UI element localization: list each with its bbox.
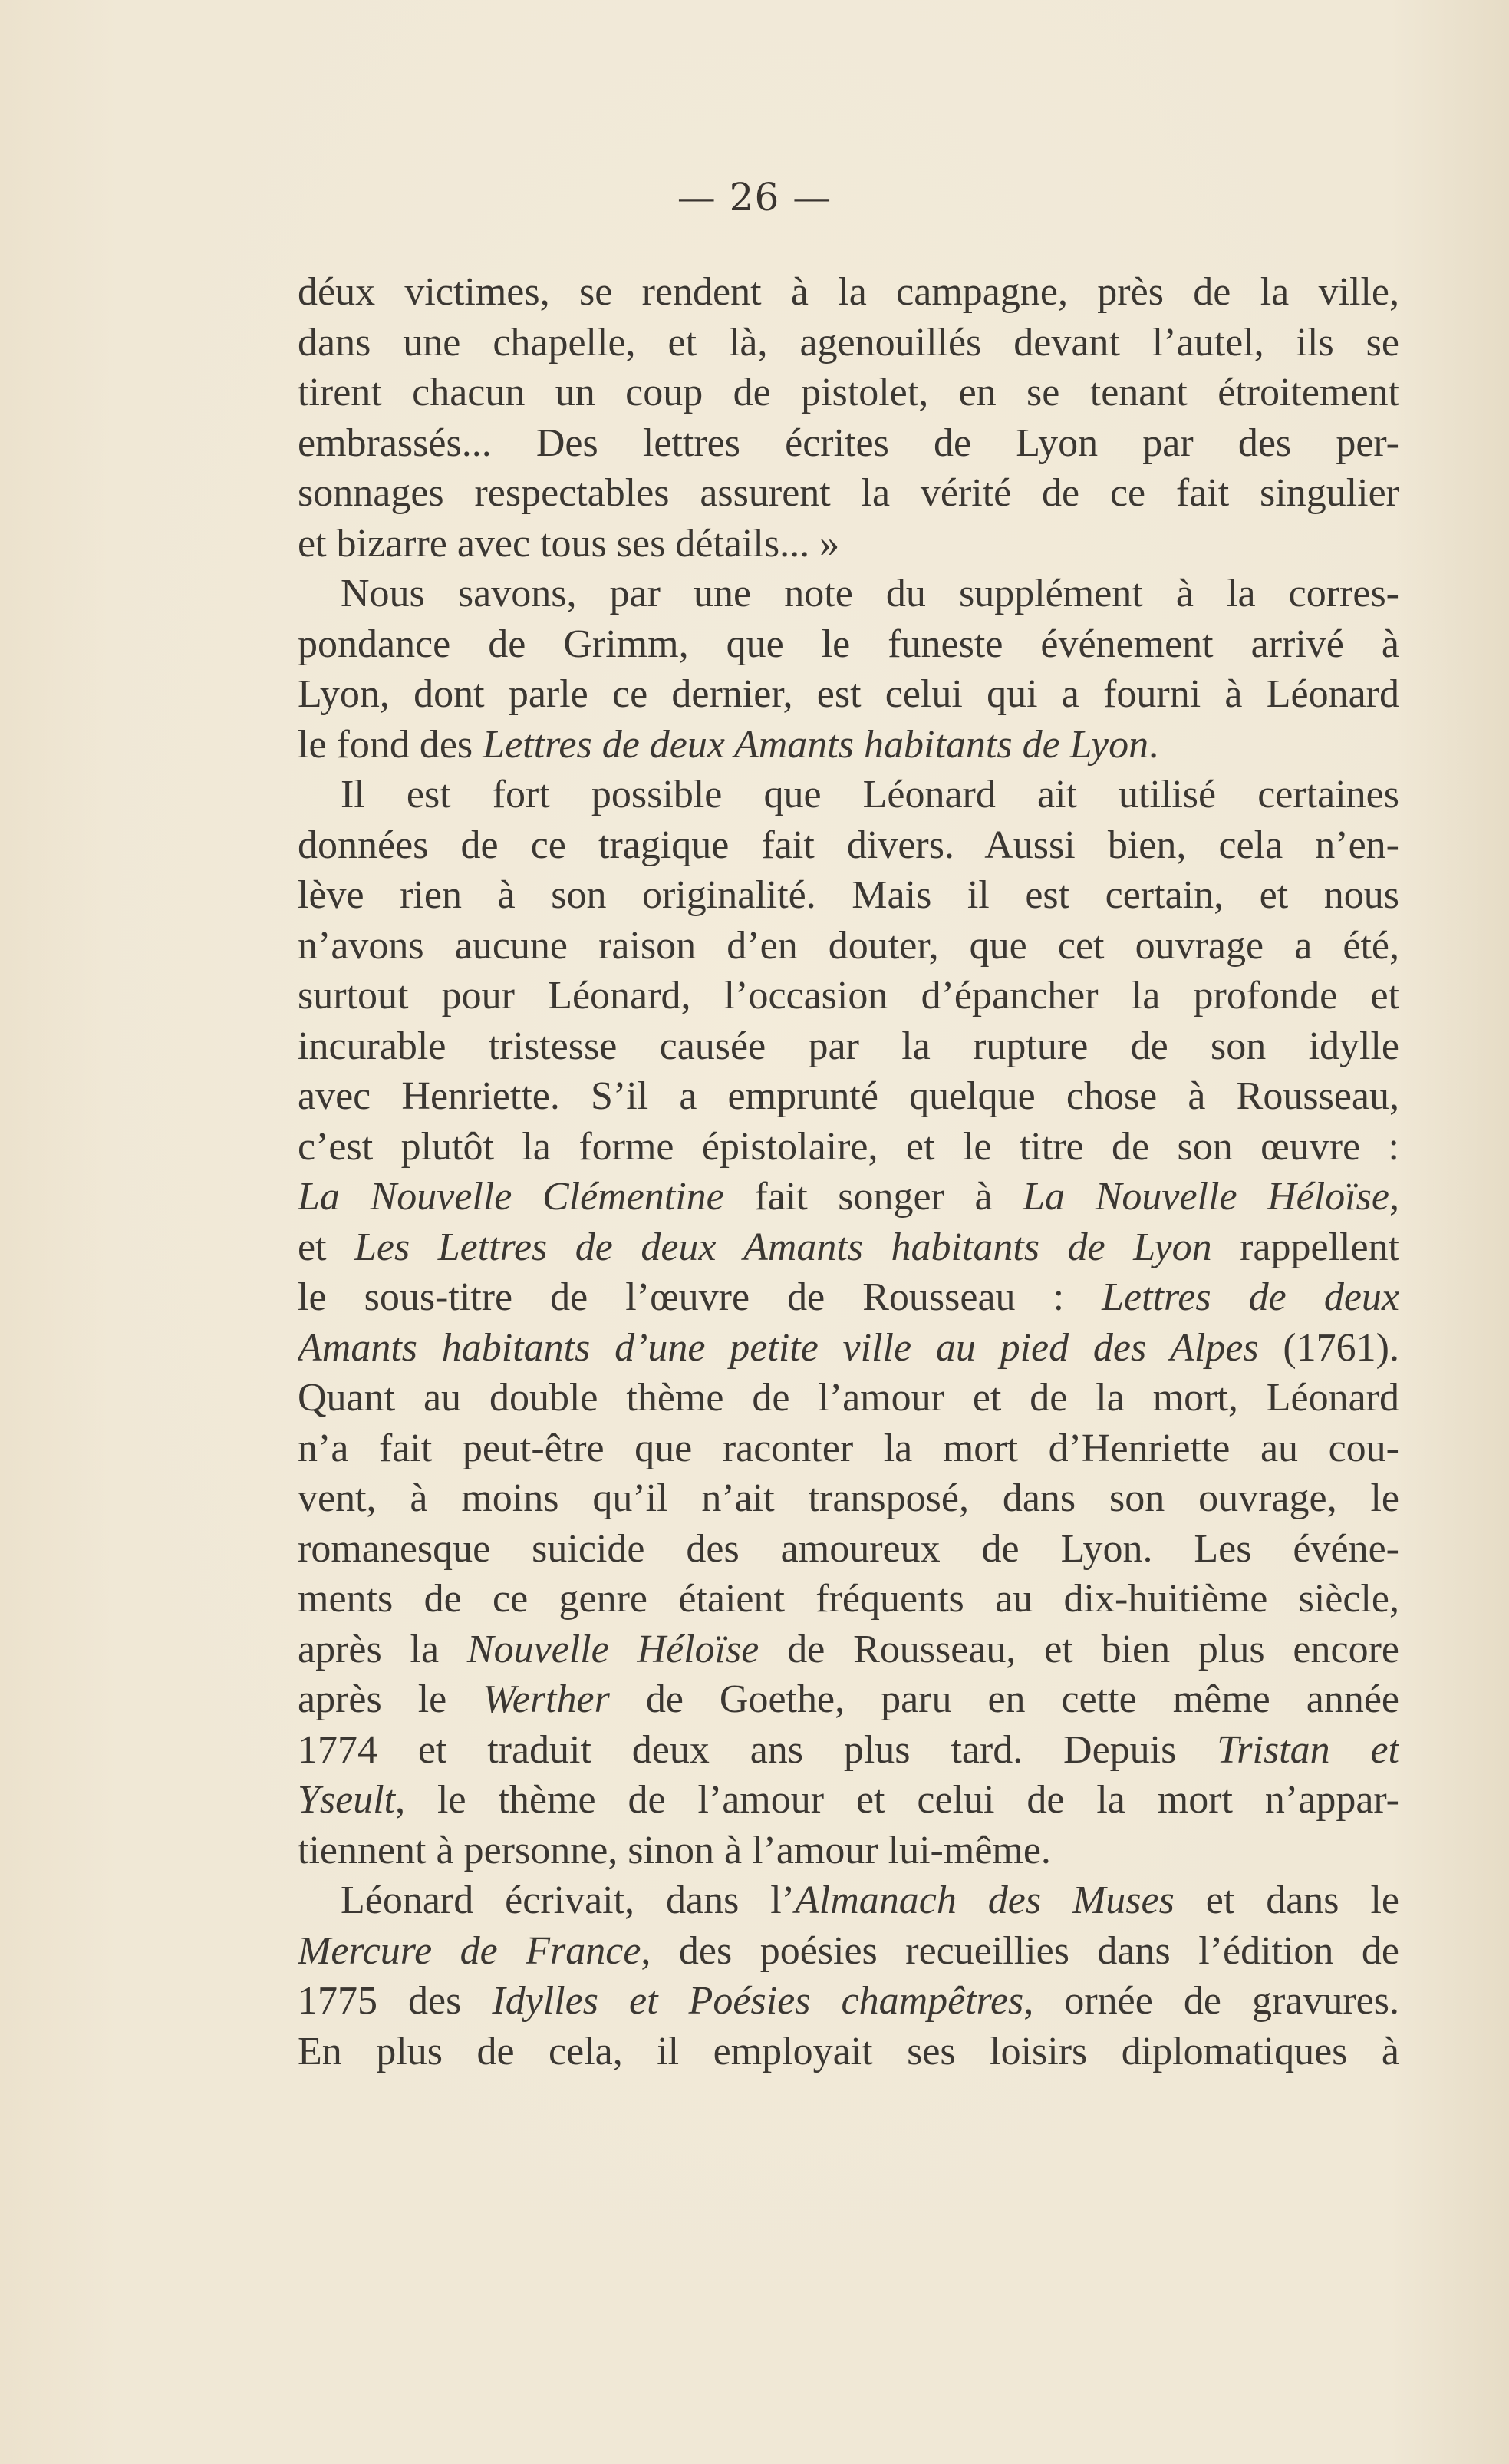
italic-title: Idylles et Poésies champêtres <box>492 1979 1024 2023</box>
text-line: vent, à moins qu’il n’ait transposé, dans son ouvrage, le <box>298 1476 1399 1520</box>
text-line: tirent chacun un coup de pistolet, en se tenant étroitement <box>298 371 1399 414</box>
text-line: 1774 et traduit deux ans plus tard. Depuis Tristan et <box>298 1727 1399 1772</box>
text-line: lève rien à son originalité. Mais il est certain, et nous <box>298 873 1399 917</box>
italic-title: Yseult <box>298 1778 396 1822</box>
text-line: embrassés... Des lettres écrites de Lyon par des per- <box>298 421 1399 465</box>
text-line: Il est fort possible que Léonard ait utilisé certaines <box>341 773 1399 816</box>
text-line: Quant au double thème de l’amour et de la mort, Léonard <box>298 1376 1399 1420</box>
italic-title: Almanach des Muses <box>794 1879 1175 1922</box>
text-line: et bizarre avec tous ses détails... » <box>298 521 840 566</box>
text-line: romanesque suicide des amoureux de Lyon. Les événe- <box>298 1526 1399 1571</box>
page-number: — 26 — <box>677 175 832 219</box>
text-line: tiennent à personne, sinon à l’amour lui-même. <box>298 1828 1051 1872</box>
text-line: après la Nouvelle Héloïse de Rousseau, et bien plus encore <box>298 1627 1399 1671</box>
italic-title: Mercure de France <box>298 1928 641 1973</box>
text-line: avec Henriette. S’il a emprunté quelque chose à Rousseau, <box>298 1074 1399 1118</box>
text-line: le sous-titre de l’œuvre de Rousseau : Lettres de deux <box>298 1275 1399 1319</box>
text-line: Nous savons, par une note du supplément à la corres- <box>341 572 1399 615</box>
italic-title: Les Lettres de deux Amants habitants de Lyon <box>354 1225 1212 1269</box>
text-line: surtout pour Léonard, l’occasion d’épancher la profonde et <box>298 974 1399 1018</box>
text-line: 1775 des Idylles et Poésies champêtres, ornée de gravures. <box>298 1979 1399 2023</box>
italic-title: Lettres de deux Amants habitants de Lyon <box>483 722 1149 767</box>
text-line: pondance de Grimm, que le funeste événement arrivé à <box>298 622 1399 666</box>
text-line: c’est plutôt la forme épistolaire, et le titre de son œuvre : <box>298 1124 1399 1169</box>
text-line: n’avons aucune raison d’en douter, que cet ouvrage a été, <box>298 923 1399 968</box>
italic-title: Tristan et <box>1217 1727 1399 1772</box>
text-line: En plus de cela, il employait ses loisirs diplomatiques à <box>298 2029 1399 2073</box>
text-line: dans une chapelle, et là, agenouillés devant l’autel, ils se <box>298 320 1399 364</box>
italic-title: Lettres de deux <box>1102 1275 1399 1319</box>
text-line: et Les Lettres de deux Amants habitants de Lyon rappellent <box>298 1225 1399 1269</box>
text-line: La Nouvelle Clémentine fait songer à La Nouvelle Héloïse, <box>298 1175 1399 1219</box>
text-line: Léonard écrivait, dans l’Almanach des Muses et dans le <box>341 1879 1399 1922</box>
italic-title: La Nouvelle Clémentine <box>298 1175 724 1219</box>
text-line: le fond des Lettres de deux Amants habitants de Lyon. <box>298 722 1159 767</box>
text-line: données de ce tragique fait divers. Aussi bien, cela n’en- <box>298 823 1399 867</box>
italic-title: Nouvelle Héloïse <box>466 1627 759 1671</box>
text-line: après le Werther de Goethe, paru en cette même année <box>298 1677 1399 1721</box>
italic-title: La Nouvelle Héloïse <box>1023 1175 1389 1219</box>
text-line: incurable tristesse causée par la rupture de son idylle <box>298 1024 1399 1068</box>
italic-title: Werther <box>483 1677 610 1721</box>
text-line: Yseult, le thème de l’amour et celui de la mort n’appar- <box>298 1778 1399 1822</box>
body-text <box>298 267 1399 2076</box>
text-line: n’a fait peut-être que raconter la mort d’Henriette au cou- <box>298 1426 1399 1470</box>
text-line: Lyon, dont parle ce dernier, est celui qui a fourni à Léonard <box>298 672 1399 716</box>
text-line: sonnages respectables assurent la vérité de ce fait singulier <box>298 471 1399 515</box>
text-line: Mercure de France, des poésies recueillies dans l’édition de <box>298 1928 1399 1973</box>
text-line: Amants habitants d’une petite ville au pied des Alpes (1761). <box>298 1325 1399 1370</box>
text-line: ments de ce genre étaient fréquents au dix-huitième siècle, <box>298 1577 1399 1621</box>
text-line: déux victimes, se rendent à la campagne, près de la ville, <box>298 270 1399 314</box>
italic-title: Amants habitants d’une petite ville au pied des Alpes <box>298 1325 1259 1370</box>
